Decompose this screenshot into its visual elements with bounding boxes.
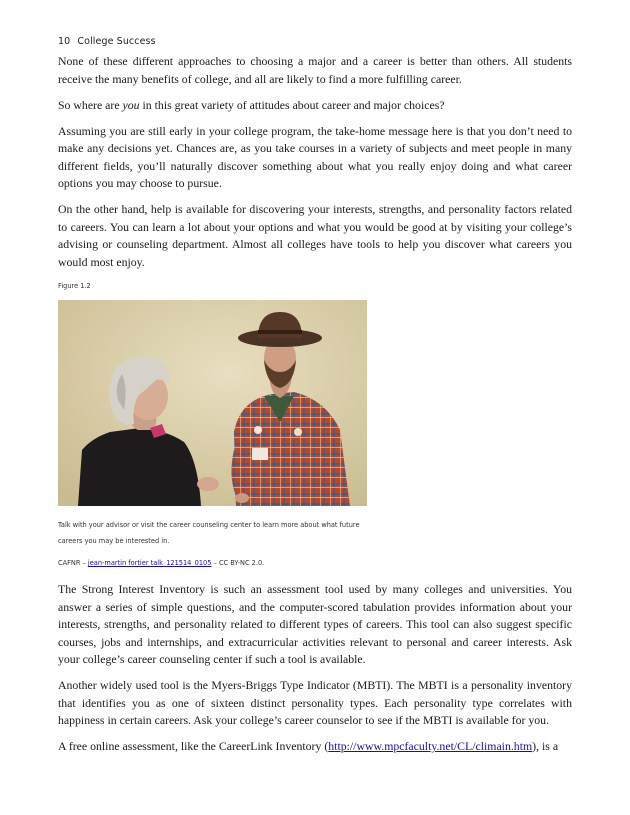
- figure-credit: [58, 559, 572, 567]
- running-header: [58, 36, 572, 47]
- figure-caption: Talk with your advisor or visit the career counseling center to learn more about what future careers you may be interested in.: [58, 521, 360, 545]
- careerlink-link[interactable]: http://www.mpcfaculty.net/CL/climain.htm: [328, 739, 533, 753]
- paragraph-7-start: A free online assessment, like the CareerLink Inventory (: [58, 739, 329, 753]
- credit-suffix: – CC BY-NC 2.0.: [211, 559, 265, 567]
- figure-photo: [58, 300, 367, 506]
- book-title: College Success: [77, 36, 156, 47]
- paragraph-2-end: in this great variety of attitudes about career and major choices?: [139, 97, 445, 112]
- paragraph-2: [58, 97, 572, 115]
- paragraph-7-end: ), is a: [532, 739, 559, 753]
- credit-link[interactable]: jean-martin fortier talk_121514_0105: [87, 559, 212, 567]
- paragraph-3: Assuming you are still early in your college program, the take-home message here is that you don’t need to make any decisions yet. Chances are, as you take courses in a variety of subjects and meet people in many different fields, you’ll naturally discover something about what you really enjoy doing and what career options you may choose to pursue.: [58, 123, 572, 190]
- paragraph-5: The Strong Interest Inventory is such an assessment tool used by many colleges and universities. You answer a series of simple questions, and the computer-scored tabulation provides information about your interests, strengths, and personality related to different types of careers. This tool can also suggest specific courses, jobs and internships, and extracurricular activities relevant to personal and career interests. Ask your college’s career counseling center if such a tool is available.: [58, 582, 572, 666]
- paragraph-2-emphasis: you: [122, 97, 140, 112]
- paragraph-6: Another widely used tool is the Myers-Briggs Type Indicator (MBTI). The MBTI is a personality inventory that identifies you as one of sixteen distinct personality types. Each personality type correlates with happiness in certain careers. Ask your college’s career counselor to see if the MBTI is available for you.: [58, 678, 572, 727]
- paragraph-2-start: So where are: [58, 97, 123, 112]
- document-page: [58, 36, 572, 764]
- figure-label: Figure 1.2: [58, 282, 91, 290]
- paragraph-1: None of these different approaches to choosing a major and a career is better than others. All students receive the many benefits of college, and all are likely to find a more fulfilling career.: [58, 54, 572, 86]
- page-number: 10: [58, 36, 71, 47]
- paragraph-7: [58, 738, 572, 756]
- credit-prefix: CAFNR –: [58, 559, 88, 567]
- paragraph-4: On the other hand, help is available for discovering your interests, strengths, and personality factors related to careers. You can learn a lot about your options and what you would be good at by visiting your college’s advising or counseling department. Almost all colleges have tools to help you discover what careers you would most enjoy.: [58, 202, 572, 269]
